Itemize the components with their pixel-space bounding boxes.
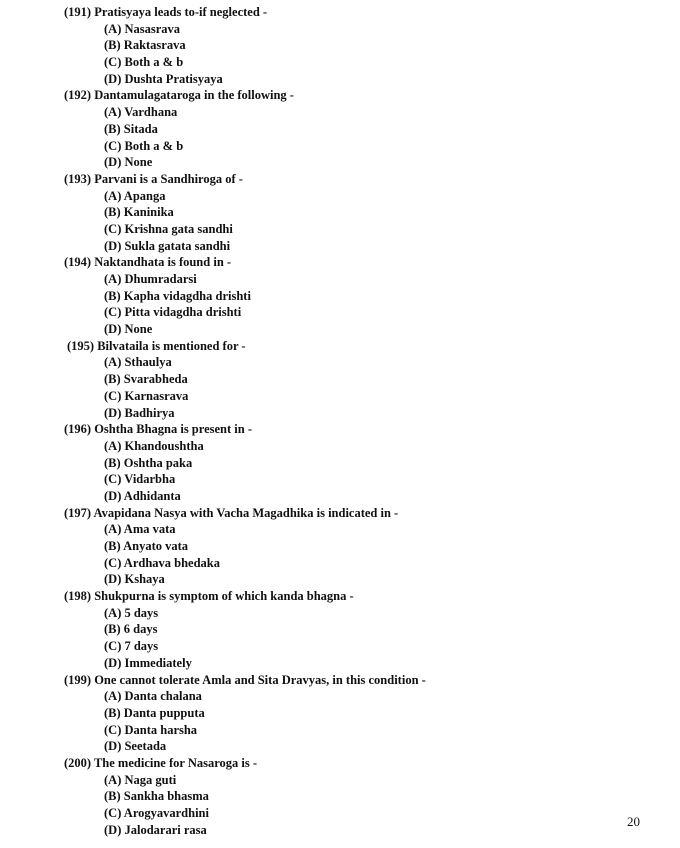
option-d: (D) Immediately bbox=[104, 655, 192, 670]
question-stem: (198) Shukpurna is symptom of which kanda bhagna - bbox=[64, 589, 354, 604]
question-199 bbox=[64, 672, 644, 755]
question-stem: (195) Bilvataila is mentioned for - bbox=[67, 338, 246, 353]
question-192 bbox=[64, 87, 644, 170]
option-d: (D) Badhirya bbox=[104, 405, 175, 420]
option-a: (A) 5 days bbox=[104, 605, 159, 620]
option-b: (B) 6 days bbox=[104, 622, 158, 637]
option-b: (B) Sitada bbox=[104, 121, 158, 136]
option-c: (C) Karnasrava bbox=[104, 388, 189, 403]
option-a: (A) Vardhana bbox=[104, 105, 178, 120]
question-stem: (192) Dantamulagataroga in the following - bbox=[64, 88, 294, 103]
option-c: (C) Pitta vidagdha drishti bbox=[104, 305, 242, 320]
option-d: (D) Adhidanta bbox=[104, 488, 181, 503]
option-b: (B) Kapha vidagdha drishti bbox=[104, 288, 251, 303]
question-191 bbox=[64, 4, 644, 87]
question-200 bbox=[64, 755, 644, 838]
question-196 bbox=[64, 421, 644, 504]
question-list bbox=[64, 4, 644, 838]
option-d: (D) Seetada bbox=[104, 739, 167, 754]
question-193 bbox=[64, 171, 644, 254]
option-c: (C) Vidarbha bbox=[104, 472, 176, 487]
question-198 bbox=[64, 588, 644, 671]
option-b: (B) Kaninika bbox=[104, 205, 174, 220]
option-b: (B) Oshtha paka bbox=[104, 455, 193, 470]
option-a: (A) Nasasrava bbox=[104, 21, 181, 36]
option-c: (C) Both a & b bbox=[104, 55, 184, 70]
option-a: (A) Ama vata bbox=[104, 522, 176, 537]
option-d: (D) Kshaya bbox=[104, 572, 165, 587]
question-stem: (197) Avapidana Nasya with Vacha Magadhika is indicated in - bbox=[64, 505, 399, 520]
question-stem: (196) Oshtha Bhagna is present in - bbox=[64, 422, 252, 437]
option-a: (A) Apanga bbox=[104, 188, 166, 203]
option-c: (C) Arogyavardhini bbox=[104, 806, 209, 820]
option-a: (A) Dhumradarsi bbox=[104, 272, 197, 286]
option-a: (A) Sthaulya bbox=[104, 355, 172, 370]
question-stem: (193) Parvani is a Sandhiroga of - bbox=[64, 171, 243, 186]
option-c: (C) Ardhava bhedaka bbox=[104, 555, 220, 570]
option-b: (B) Svarabheda bbox=[104, 372, 188, 387]
option-c: (C) Both a & b bbox=[104, 138, 184, 153]
option-c: (C) 7 days bbox=[104, 639, 159, 654]
question-stem: (199) One cannot tolerate Amla and Sita Dravyas, in this condition - bbox=[64, 672, 426, 687]
option-b: (B) Danta pupputa bbox=[104, 705, 205, 720]
page-number: 20 bbox=[627, 814, 640, 829]
option-d: (D) Sukla gatata sandhi bbox=[104, 238, 231, 253]
option-a: (A) Danta chalana bbox=[104, 689, 202, 704]
option-d: (D) None bbox=[104, 322, 153, 337]
question-stem: (194) Naktandhata is found in - bbox=[64, 255, 232, 270]
option-a: (A) Naga guti bbox=[104, 772, 177, 787]
option-b: (B) Raktasrava bbox=[104, 38, 186, 53]
question-stem: (200) The medicine for Nasaroga is - bbox=[64, 755, 258, 770]
question-195 bbox=[64, 338, 644, 421]
option-d: (D) Dushta Pratisyaya bbox=[104, 71, 223, 86]
question-stem: (191) Pratisyaya leads to-if neglected - bbox=[64, 5, 268, 19]
option-b: (B) Sankha bhasma bbox=[104, 789, 209, 804]
option-a: (A) Khandoushtha bbox=[104, 438, 204, 453]
option-d: (D) None bbox=[104, 155, 153, 170]
option-c: (C) Krishna gata sandhi bbox=[104, 221, 233, 236]
option-d: (D) Jalodarari rasa bbox=[104, 822, 207, 837]
option-b: (B) Anyato vata bbox=[104, 539, 189, 553]
question-197 bbox=[64, 505, 644, 588]
question-194 bbox=[64, 254, 644, 337]
option-c: (C) Danta harsha bbox=[104, 722, 198, 737]
